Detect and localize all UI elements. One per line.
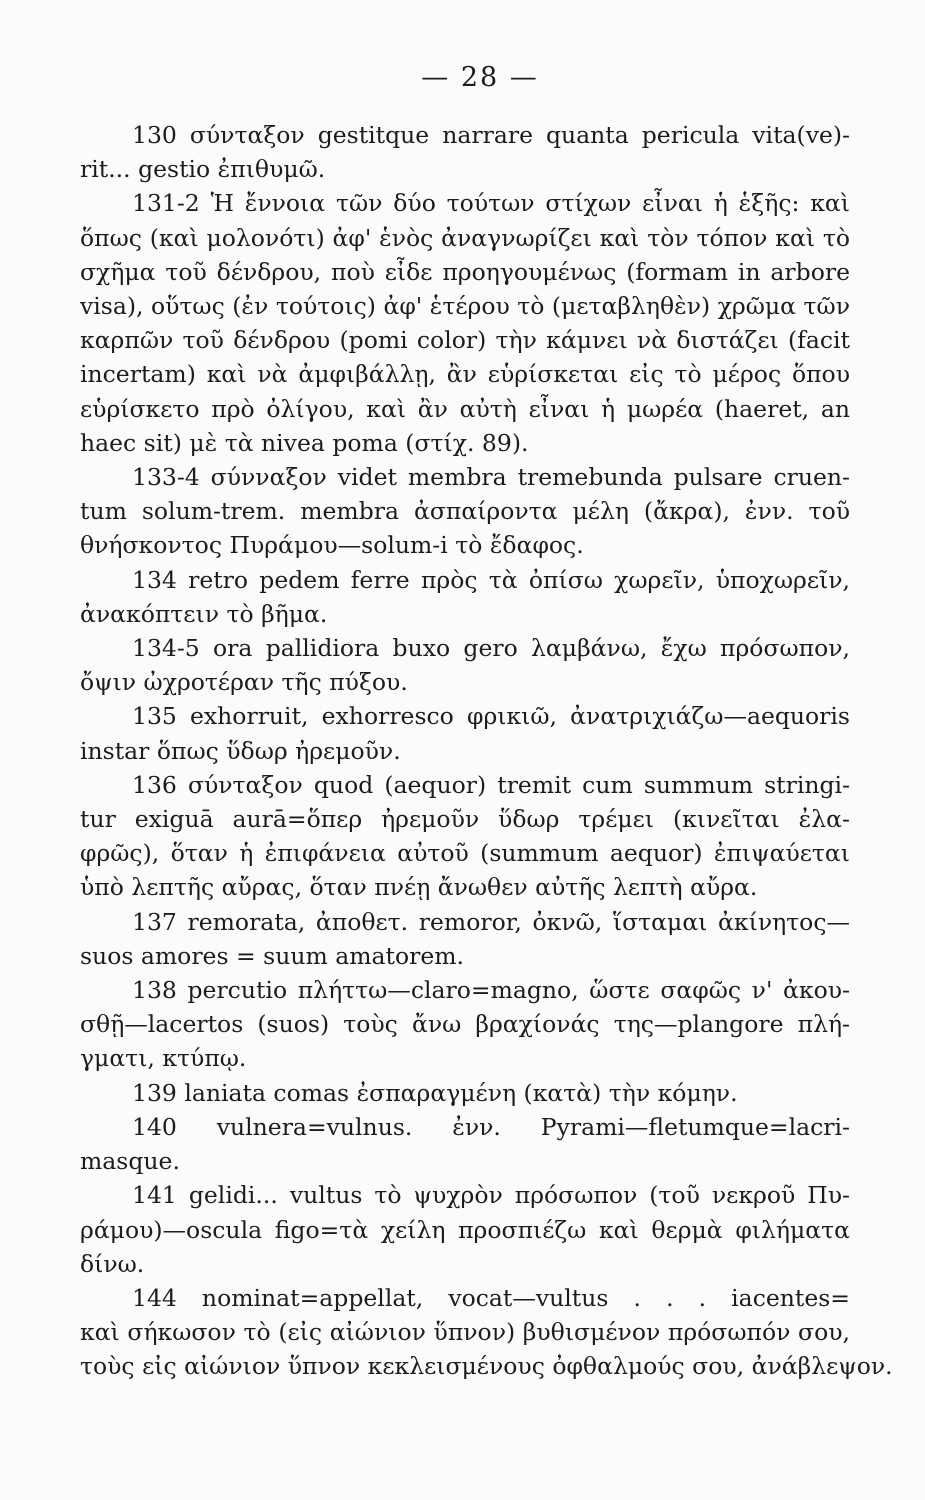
text-line: φρῶς), ὅταν ἡ ἐπιφάνεια αὐτοῦ (summum aequor) ἐπιψαύεται	[80, 839, 850, 868]
text-line: visa), οὕτως (ἐν τούτοις) ἀφ' ἑτέρου τὸ (μεταβληθὲν) χρῶμα τῶν	[80, 292, 850, 321]
text-line: haec sit) μὲ τὰ nivea poma (στίχ. 89).	[80, 428, 529, 457]
text-line: 140 vulnera=vulnus. ἐνν. Pyrami—fletumque=lacri-	[132, 1112, 850, 1141]
text-line: θνήσκοντος Πυράμου—solum-i τὸ ἔδαφος.	[80, 531, 584, 560]
text-line: δίνω.	[80, 1249, 145, 1278]
text-line: 134 retro pedem ferre πρὸς τὰ ὀπίσω χωρεῖν, ὑποχωρεῖν,	[132, 565, 850, 594]
text-line: ἀνακόπτειν τὸ βῆμα.	[80, 599, 328, 628]
text-line: καρπῶν τοῦ δένδρου (pomi color) τὴν κάμνει νὰ διστάζει (facit	[80, 326, 850, 355]
text-line: καὶ σήκωσον τὸ (εἰς αἰώνιον ὕπνον) βυθισμένον πρόσωπόν σου,	[80, 1318, 850, 1347]
text-line: 141 gelidi... vultus τὸ ψυχρὸν πρόσωπον (τοῦ νεκροῦ Πυ-	[132, 1181, 850, 1210]
text-line: instar ὅπως ὕδωρ ἠρεμοῦν.	[80, 736, 401, 765]
text-line: γματι, κτύπῳ.	[80, 1044, 247, 1073]
commentary-text	[80, 118, 893, 1384]
text-line: incertam) καὶ νὰ ἀμφιβάλλῃ, ἂν εὑρίσκεται εἰς τὸ μέρος ὅπου	[80, 360, 850, 389]
text-line: 130 σύνταξον gestitque narrare quanta pericula vita(ve)-	[132, 121, 850, 149]
text-line: 139 laniata comas ἐσπαραγμένη (κατὰ) τὴν κόμην.	[132, 1078, 738, 1107]
text-line: ὄψιν ὠχροτέραν τῆς πύξου.	[80, 668, 408, 697]
text-line: 131-2 Ἡ ἔννοια τῶν δύο τούτων στίχων εἶναι ἡ ἑξῆς: καὶ	[132, 189, 850, 218]
text-line: ὅπως (καὶ μολονότι) ἀφ' ἑνὸς ἀναγνωρίζει καὶ τὸν τόπον καὶ τὸ	[80, 223, 850, 252]
text-line: σθῇ—lacertos (suos) τοὺς ἄνω βραχίονάς της—plangore πλή-	[80, 1010, 850, 1039]
text-line: 135 exhorruit, exhorresco φρικιῶ, ἀνατριχιάζω—aequoris	[132, 702, 850, 731]
text-line: σχῆμα τοῦ δένδρου, ποὺ εἶδε προηγουμένως (formam in arbore	[80, 257, 850, 286]
text-line: 144 nominat=appellat, vocat—vultus . . . iacentes=	[132, 1283, 850, 1312]
page-number: — 28 —	[421, 62, 539, 93]
text-line: ράμου)—oscula figo=τὰ χείλη προσπιέζω καὶ θερμὰ φιλήματα	[80, 1215, 850, 1244]
text-line: 138 percutio πλήττω—claro=magno, ὥστε σαφῶς ν' ἀκου-	[132, 976, 850, 1005]
text-line: 133-4 σύνναξον videt membra tremebunda pulsare cruen-	[132, 463, 850, 492]
text-line: τοὺς εἰς αἰώνιον ὕπνον κεκλεισμένους ὀφθαλμούς σου, ἀνάβλεψον.	[80, 1352, 893, 1381]
text-line: tum solum-trem. membra ἀσπαίροντα μέλη (ἄκρα), ἐνν. τοῦ	[80, 497, 850, 526]
text-line: tur exiguā aurā=ὅπερ ἠρεμοῦν ὕδωρ τρέμει (κινεῖται ἐλα-	[80, 805, 850, 834]
text-line: ὑπὸ λεπτῆς αὔρας, ὅταν πνέῃ ἄνωθεν αὐτῆς λεπτὴ αὔρα.	[80, 873, 758, 902]
text-line: 137 remorata, ἀποθετ. remoror, ὀκνῶ, ἵσταμαι ἀκίνητος—	[132, 907, 850, 936]
text-line: masque.	[80, 1147, 180, 1176]
text-line: suos amores = suum amatorem.	[80, 941, 465, 970]
text-line: rit... gestio ἐπιθυμῶ.	[80, 155, 326, 184]
text-line: εὑρίσκετο πρὸ ὀλίγου, καὶ ἂν αὐτὴ εἶναι ἡ μωρέα (haeret, an	[80, 394, 850, 423]
text-line: 134-5 ora pallidiora buxo gero λαμβάνω, ἔχω πρόσωπον,	[132, 634, 850, 663]
text-line: 136 σύνταξον quod (aequor) tremit cum summum stringi-	[132, 770, 850, 799]
